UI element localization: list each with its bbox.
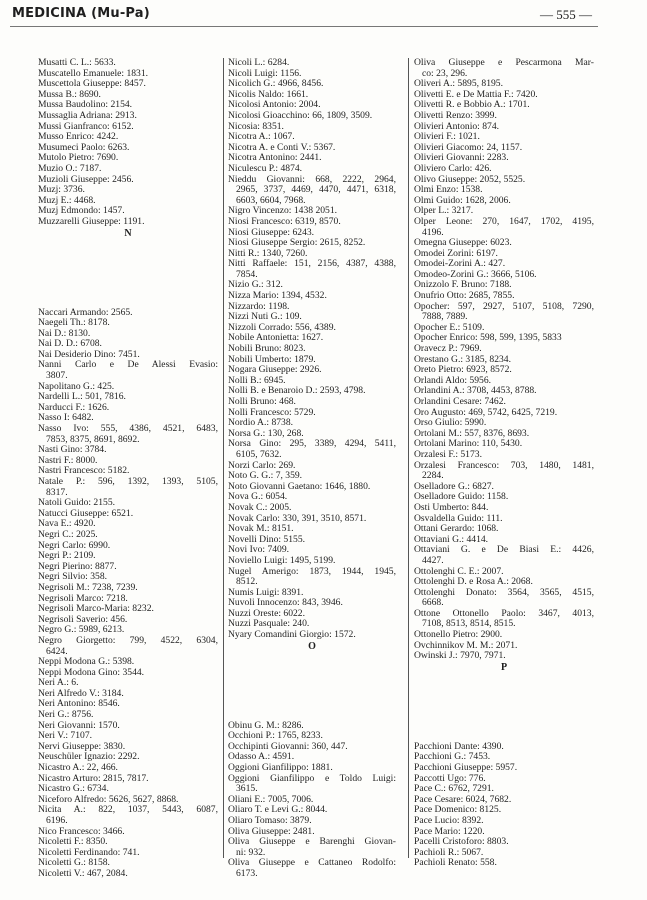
entry-line: Ovchinnikov M. M.: 2071.	[414, 639, 518, 651]
entry-line: Nai D.: 8130.	[38, 327, 91, 339]
entry-line: Orzalesi Francesco: 703, 1480, 1481,	[414, 459, 594, 471]
index-entry	[228, 111, 396, 122]
entry-line: Neri Alfredo V.: 3184.	[38, 687, 124, 699]
entry-line: Nolli B. e Benaroio D.: 2593, 4798.	[228, 385, 366, 397]
entry-line: Occhipinti Giovanni: 360, 447.	[228, 740, 348, 752]
index-entry	[414, 450, 594, 461]
entry-line: 3807.	[46, 370, 68, 382]
entry-line: Pacelli Cristoforo: 8803.	[414, 836, 509, 848]
letter-heading: P	[500, 661, 508, 673]
entry-line: Neuschüler Ignazio: 2292.	[38, 751, 140, 763]
entry-line: Nicotra A. e Conti V.: 5367.	[228, 141, 336, 153]
entry-line: Olmi Guido: 1628, 2006.	[414, 194, 511, 206]
entry-line: Nicastro G.: 6734.	[38, 783, 109, 795]
entry-line: Nasso Ivo: 555, 4386, 4521, 6483,	[38, 423, 218, 435]
entry-line: Odasso A.: 4591.	[228, 751, 295, 763]
index-column-1	[38, 58, 218, 880]
entry-line: Opocher E.: 5109.	[414, 321, 485, 333]
entry-line: Olivieri Giovanni: 2283.	[414, 152, 509, 164]
entry-line: 8512.	[236, 576, 258, 588]
entry-line: Oliviero Carlo: 426.	[414, 162, 492, 174]
index-entry	[414, 503, 594, 514]
entry-line: Orlandi Aldo: 5956.	[414, 374, 492, 386]
entry-line: Muzj: 3736.	[38, 184, 85, 196]
entry-line: Nai D. D.: 6708.	[38, 338, 102, 350]
entry-line: Ottonello Pietro: 2900.	[414, 629, 503, 641]
index-column-3	[414, 58, 594, 869]
entry-line: Musatti C. L.: 5633.	[38, 57, 116, 68]
entry-line: Oliva Giuseppe: 2481.	[228, 825, 315, 837]
entry-line: Oravecz P.: 7969.	[414, 343, 482, 355]
index-entry	[414, 58, 594, 79]
entry-line: Olivetti E. e De Mattia F.: 7420.	[414, 88, 538, 100]
entry-line: 6668.	[422, 597, 444, 609]
entry-line: Noto Giovanni Gaetano: 1646, 1880.	[228, 480, 371, 492]
entry-line: Novak M.: 8151.	[228, 523, 294, 535]
entry-line: Nicoli L.: 6284.	[228, 57, 290, 68]
entry-line: Pacchioni Dante: 4390.	[414, 740, 504, 752]
entry-line: Olivetti R. e Bobbio A.: 1701.	[414, 99, 530, 111]
entry-line: Nicolosi Antonio: 2004.	[228, 99, 321, 111]
entry-line: 4196.	[422, 226, 444, 238]
entry-line: 2965, 3737, 4469, 4470, 4471, 6318,	[236, 184, 396, 196]
entry-line: Mussaglia Adriana: 2913.	[38, 109, 137, 121]
entry-line: Ottone Ottonello Paolo: 3467, 4013,	[414, 607, 594, 619]
entry-line: Noto G. G.: 7, 359.	[228, 470, 303, 482]
entry-line: Oliva Giuseppe e Barenghi Giovan-	[228, 836, 396, 848]
entry-line: Neppi Modona Gino: 3544.	[38, 666, 145, 678]
entry-line: Pace Mario: 1220.	[414, 825, 485, 837]
entry-line: Neppi Modona G.: 5398.	[38, 656, 135, 668]
entry-line: Negrisoli Marco: 7218.	[38, 592, 128, 604]
entry-line: Nardelli L.: 501, 7816.	[38, 391, 126, 403]
index-entry	[228, 630, 396, 641]
entry-line: Numis Luigi: 8391.	[228, 586, 304, 598]
entry-line: Pacchioni G.: 7453.	[414, 751, 491, 763]
entry-line: Musso Enrico: 4242.	[38, 131, 119, 143]
index-entry	[228, 858, 396, 879]
entry-line: Nicotra A.: 1067.	[228, 131, 295, 143]
entry-line: Pace Cesare: 6024, 7682.	[414, 793, 512, 805]
letter-heading: N	[124, 227, 132, 239]
entry-line: Opocher Enrico: 598, 599, 1395, 5833	[414, 332, 562, 344]
index-entry	[228, 774, 396, 795]
entry-line: Nicoletti G.: 8158.	[38, 857, 110, 869]
entry-line: Oliaro T. e Levi G.: 8044.	[228, 804, 328, 816]
entry-line: Mutolo Pietro: 7690.	[38, 152, 119, 164]
entry-line: Olper L.: 3217.	[414, 205, 474, 217]
index-entry	[38, 530, 218, 541]
entry-line: Nolli Bruno: 468.	[228, 396, 296, 407]
entry-line: Nigro Vincenzo: 1438 2051.	[228, 205, 338, 217]
entry-line: 3615.	[236, 783, 258, 795]
entry-line: Olivieri Giacomo: 24, 1157.	[414, 141, 523, 153]
entry-line: Paccotti Ugo: 776.	[414, 772, 486, 784]
index-entry	[414, 164, 594, 175]
entry-line: Negro G.: 5989, 6213.	[38, 624, 125, 636]
index-entry	[38, 583, 218, 594]
entry-line: Olivetti Renzo: 3999.	[414, 109, 497, 121]
entry-line: Oreto Pietro: 6923, 8572.	[414, 364, 512, 376]
index-column-2	[228, 58, 396, 880]
index-entry	[228, 816, 396, 827]
entry-line: Nervi Giuseppe: 3830.	[38, 740, 126, 752]
entry-line: Nogara Giuseppe: 2926.	[228, 364, 322, 376]
entry-line: Nicoletti V.: 467, 2084.	[38, 867, 128, 879]
entry-line: Neri Giovanni: 1570.	[38, 719, 120, 731]
entry-line: co: 23, 296.	[422, 67, 468, 79]
entry-line: Olmi Enzo: 1538.	[414, 184, 483, 196]
entry-line: Nova G.: 6054.	[228, 491, 288, 503]
index-entry	[38, 869, 218, 880]
entry-line: Oliani E.: 7005, 7006.	[228, 793, 314, 805]
index-entry	[228, 397, 396, 408]
entry-line: Niceforo Alfredo: 5626, 5627, 8868.	[38, 793, 179, 805]
entry-line: Muzio O.: 7187.	[38, 162, 102, 174]
entry-line: Nicoletti Ferdinando: 741.	[38, 846, 140, 858]
entry-line: Orestano G.: 3185, 8234.	[414, 353, 511, 365]
index-entry	[414, 588, 594, 609]
entry-line: Obinu G. M.: 8286.	[228, 719, 304, 731]
entry-line: Novak Carlo: 330, 391, 3510, 8571.	[228, 512, 367, 524]
index-entry	[38, 636, 218, 657]
entry-line: Nai Desiderio Dino: 7451.	[38, 348, 140, 360]
entry-line: Nico Francesco: 3466.	[38, 825, 125, 837]
entry-line: Nicastro A.: 22, 466.	[38, 762, 118, 774]
entry-line: Niosi Giuseppe Sergio: 2615, 8252.	[228, 237, 366, 249]
entry-line: Neri Antonino: 8546.	[38, 698, 120, 710]
entry-line: Orzalesi F.: 5173.	[414, 448, 482, 460]
entry-line: Nuzzi Oreste: 6022.	[228, 607, 305, 619]
entry-line: Opocher: 597, 2927, 5107, 5108, 7290,	[414, 300, 594, 312]
entry-line: Nicoli Luigi: 1156.	[228, 67, 302, 79]
entry-line: Ottolenghi Donato: 3564, 3565, 4515,	[414, 586, 594, 598]
entry-line: Nitti R.: 1340, 7260.	[228, 247, 308, 259]
entry-line: Oliveri A.: 5895, 8195.	[414, 78, 504, 90]
entry-line: Oro Augusto: 469, 5742, 6425, 7219.	[414, 406, 558, 418]
entry-line: Nicoletti F.: 8350.	[38, 836, 108, 848]
entry-line: Muscettola Giuseppe: 8457.	[38, 78, 146, 90]
entry-line: Nizzoli Corrado: 556, 4389.	[228, 321, 336, 333]
entry-line: Nicosia: 8351.	[228, 120, 284, 132]
entry-line: Nolli B.: 6945.	[228, 374, 286, 386]
entry-line: Pachioli R.: 5067.	[414, 846, 484, 858]
entry-line: Mussi Gianfranco: 6152.	[38, 120, 134, 132]
entry-line: Nicita A.: 822, 1037, 5443, 6087,	[38, 804, 218, 816]
entry-line: Omodei-Zorini A.: 427.	[414, 258, 506, 270]
entry-line: Niculescu P.: 4874.	[228, 162, 303, 174]
entry-line: Nicastro Arturo: 2815, 7817.	[38, 772, 149, 784]
entry-line: Nuzzi Pasquale: 240.	[228, 618, 310, 630]
entry-line: Mussa B.: 8690.	[38, 88, 101, 100]
entry-line: Oggioni Gianfilippo e Toldo Luigi:	[228, 772, 396, 784]
index-entry	[414, 609, 594, 630]
entry-line: Nizza Mario: 1394, 4532.	[228, 290, 327, 302]
entry-line: Mussa Baudolino: 2154.	[38, 99, 133, 111]
entry-line: Nobile Antonietta: 1627.	[228, 332, 324, 344]
entry-line: Nava E.: 4920.	[38, 518, 96, 530]
entry-line: Nobili Umberto: 1879.	[228, 353, 316, 365]
entry-line: Ottolenghi D. e Rosa A.: 2068.	[414, 576, 533, 588]
entry-line: ni: 932.	[236, 846, 266, 858]
entry-line: Narducci F.: 1626.	[38, 401, 110, 413]
entry-line: Nobili Bruno: 8023.	[228, 343, 306, 355]
entry-line: Nastri Francesco: 5182.	[38, 465, 130, 477]
index-entry	[228, 259, 396, 280]
index-entry	[228, 556, 396, 567]
entry-line: Ottolenghi C. E.: 2007.	[414, 565, 504, 577]
index-entry	[38, 111, 218, 122]
entry-line: Nicolis Naldo: 1661.	[228, 88, 309, 100]
entry-line: Nanni Carlo e De Alessi Evasio:	[38, 359, 218, 371]
header-rule	[10, 26, 598, 27]
index-entry	[414, 651, 594, 662]
entry-line: Nordio A.: 8738.	[228, 417, 294, 429]
entry-line: 6196.	[46, 815, 68, 826]
entry-line: Pachioli Renato: 558.	[414, 857, 497, 869]
index-entry	[228, 567, 396, 588]
entry-line: Neri A.: 6.	[38, 677, 79, 689]
index-entry	[414, 397, 594, 408]
index-entry	[414, 111, 594, 122]
index-entry	[414, 545, 594, 566]
entry-line: Oliva Giuseppe e Cattaneo Rodolfo:	[228, 857, 396, 869]
entry-line: 4427.	[422, 554, 444, 566]
entry-line: Nicolich G.: 4966, 8456.	[228, 78, 324, 90]
entry-line: Novak C.: 2005.	[228, 501, 292, 513]
entry-line: Oggioni Gianfilippo: 1881.	[228, 762, 333, 774]
entry-line: 7853, 8375, 8691, 8692.	[46, 433, 140, 445]
index-entry	[228, 439, 396, 460]
index-entry	[228, 175, 396, 207]
entry-line: Nieddu Giovanni: 668, 2222, 2964,	[228, 173, 396, 185]
entry-line: Onizzolo F. Bruno: 7188.	[414, 279, 512, 291]
entry-line: 2284.	[422, 470, 444, 482]
entry-line: Noviello Luigi: 1495, 5199.	[228, 554, 336, 566]
entry-line: Oselladore G.: 6827.	[414, 480, 494, 492]
entry-line: Muscatello Emanuele: 1831.	[38, 67, 149, 79]
entry-line: Nitti Raffaele: 151, 2156, 4387, 4388,	[228, 258, 396, 270]
index-entry	[38, 360, 218, 381]
entry-line: Natale P.: 596, 1392, 1393, 5105,	[38, 476, 218, 487]
entry-line: Nolli Francesco: 5729.	[228, 406, 316, 418]
entry-line: Oliaro Tomaso: 3879.	[228, 815, 312, 826]
index-entry	[414, 816, 594, 827]
entry-line: Negri Pierino: 8877.	[38, 560, 117, 572]
entry-line: Negri Carlo: 6990.	[38, 539, 111, 551]
entry-line: Ottaviani G. e De Biasi E.: 4426,	[414, 544, 594, 556]
entry-line: Occhioni P.: 1765, 8233.	[228, 730, 323, 742]
entry-line: 8317.	[46, 486, 68, 498]
entry-line: Nizzi Nuti G.: 109.	[228, 311, 302, 323]
index-entry	[414, 858, 594, 869]
index-entry	[38, 58, 218, 69]
entry-line: Neri G.: 8756.	[38, 709, 94, 721]
entry-line: Pace C.: 6762, 7291.	[414, 783, 494, 795]
column-divider	[408, 58, 409, 858]
entry-line: Naegeli Th.: 8178.	[38, 317, 110, 329]
index-entry	[414, 217, 594, 238]
entry-line: Omodeo-Zorini G.: 3666, 5106.	[414, 268, 537, 280]
index-entry	[228, 837, 396, 858]
entry-line: Nizzardo: 1198.	[228, 300, 290, 312]
entry-line: Muzzarelli Giuseppe: 1191.	[38, 215, 145, 227]
entry-line: Orso Giulio: 5990.	[414, 417, 487, 429]
index-entry	[228, 164, 396, 175]
entry-line: Olper Leone: 270, 1647, 1702, 4195,	[414, 215, 594, 227]
entry-line: Ortolani Marino: 110, 5430.	[414, 438, 523, 450]
index-entry	[414, 461, 594, 482]
index-entry	[228, 503, 396, 514]
entry-line: Negro Giorgetto: 799, 4522, 6304,	[38, 634, 218, 646]
entry-line: Pace Lucio: 8392.	[414, 815, 484, 826]
index-entry	[228, 58, 396, 69]
entry-line: Natoli Guido: 2155.	[38, 497, 116, 509]
entry-line: Nastri F.: 8000.	[38, 454, 98, 466]
entry-line: Norzi Carlo: 269.	[228, 459, 296, 471]
entry-line: 6603, 6604, 7968.	[236, 194, 306, 206]
entry-line: Muzj Edmondo: 1457.	[38, 205, 125, 217]
index-entry	[38, 477, 218, 498]
entry-line: Norsa G.: 130, 268.	[228, 427, 304, 439]
entry-line: Osti Umberto: 844.	[414, 501, 489, 513]
entry-line: Omodei Zorini: 6197.	[414, 247, 498, 259]
entry-line: Orlandini A.: 3708, 4453, 8788.	[414, 385, 537, 397]
entry-line: Olivo Giuseppe: 2052, 5525.	[414, 173, 526, 185]
entry-line: Novi Ivo: 7409.	[228, 544, 290, 556]
entry-line: Pacchioni Giuseppe: 5957.	[414, 762, 518, 774]
entry-line: Onufrio Otto: 2685, 7855.	[414, 290, 515, 302]
entry-line: Omegna Giuseppe: 6023.	[414, 237, 512, 249]
section-title: MEDICINA (Mu-Pa)	[12, 6, 150, 21]
entry-line: Nicotra Antonino: 2441.	[228, 152, 322, 164]
index-entry	[38, 805, 218, 826]
entry-line: Muzioli Giuseppe: 2456.	[38, 173, 134, 185]
entry-line: Orlandini Cesare: 7462.	[414, 396, 506, 407]
entry-line: Muzj E.: 4468.	[38, 194, 96, 206]
index-entry	[38, 217, 218, 228]
entry-line: Olivieri Antonio: 874.	[414, 120, 500, 132]
index-entry	[38, 424, 218, 445]
entry-line: Musumeci Paolo: 6263.	[38, 141, 130, 153]
entry-line: Ottani Gerardo: 1068.	[414, 523, 499, 535]
entry-line: Niosi Giuseppe: 6243.	[228, 226, 315, 238]
entry-line: Ottaviani G.: 4414.	[414, 533, 489, 545]
entry-line: Nasti Gino: 3784.	[38, 444, 107, 456]
index-entry	[228, 217, 396, 228]
entry-line: Niosi Francesco: 6319, 8570.	[228, 215, 341, 227]
entry-line: Nuvoli Innocenzo: 843, 3946.	[228, 597, 343, 609]
entry-line: Oselladore Guido: 1158.	[414, 491, 509, 503]
entry-line: 6173.	[236, 867, 258, 879]
entry-line: Negri P.: 2109.	[38, 550, 96, 562]
entry-line: Osvaldella Guido: 111.	[414, 512, 503, 524]
entry-line: Negrisoli Saverio: 456.	[38, 613, 128, 625]
letter-heading: O	[308, 640, 316, 652]
entry-line: Naccari Armando: 2565.	[38, 306, 133, 318]
entry-line: Nyary Comandini Giorgio: 1572.	[228, 629, 356, 641]
entry-line: Oliva Giuseppe e Pescarmona Mar-	[414, 57, 594, 68]
entry-line: Nicolosi Gioacchino: 66, 1809, 3509.	[228, 109, 373, 121]
entry-line: Negri C.: 2025.	[38, 528, 98, 540]
entry-line: 7854.	[236, 268, 258, 280]
column-divider	[223, 58, 224, 858]
index-entry	[38, 164, 218, 175]
entry-line: Negrisoli Marco-Maria: 8232.	[38, 603, 154, 615]
entry-line: Novelli Dino: 5155.	[228, 533, 306, 545]
entry-line: Norsa Gino: 295, 3389, 4294, 5411,	[228, 438, 396, 450]
entry-line: Negrisoli M.: 7238, 7239.	[38, 581, 138, 593]
entry-line: Owinski J.: 7970, 7971.	[414, 650, 506, 662]
entry-line: Natucci Giuseppe: 6521.	[38, 507, 134, 519]
entry-line: Neri V.: 7107.	[38, 730, 93, 742]
entry-line: Olivieri F.: 1021.	[414, 131, 480, 143]
entry-line: Pace Domenico: 8125.	[414, 804, 502, 816]
entry-line: 7888, 7889.	[422, 311, 468, 323]
index-entry	[414, 302, 594, 323]
page-number: — 555 —	[540, 7, 592, 22]
entry-line: Nugel Amerigo: 1873, 1944, 1945,	[228, 565, 396, 577]
entry-line: 7108, 8513, 8514, 8515.	[422, 618, 516, 630]
entry-line: 6105, 7632.	[236, 448, 282, 460]
entry-line: 6424.	[46, 645, 68, 657]
entry-line: Nasso I: 6482.	[38, 412, 94, 424]
entry-line: Napolitano G.: 425.	[38, 380, 115, 392]
entry-line: Ortolani M.: 557, 8376, 8693.	[414, 427, 530, 439]
entry-line: Nizio G.: 312.	[228, 279, 283, 291]
entry-line: Negri Silvio: 358.	[38, 571, 108, 583]
